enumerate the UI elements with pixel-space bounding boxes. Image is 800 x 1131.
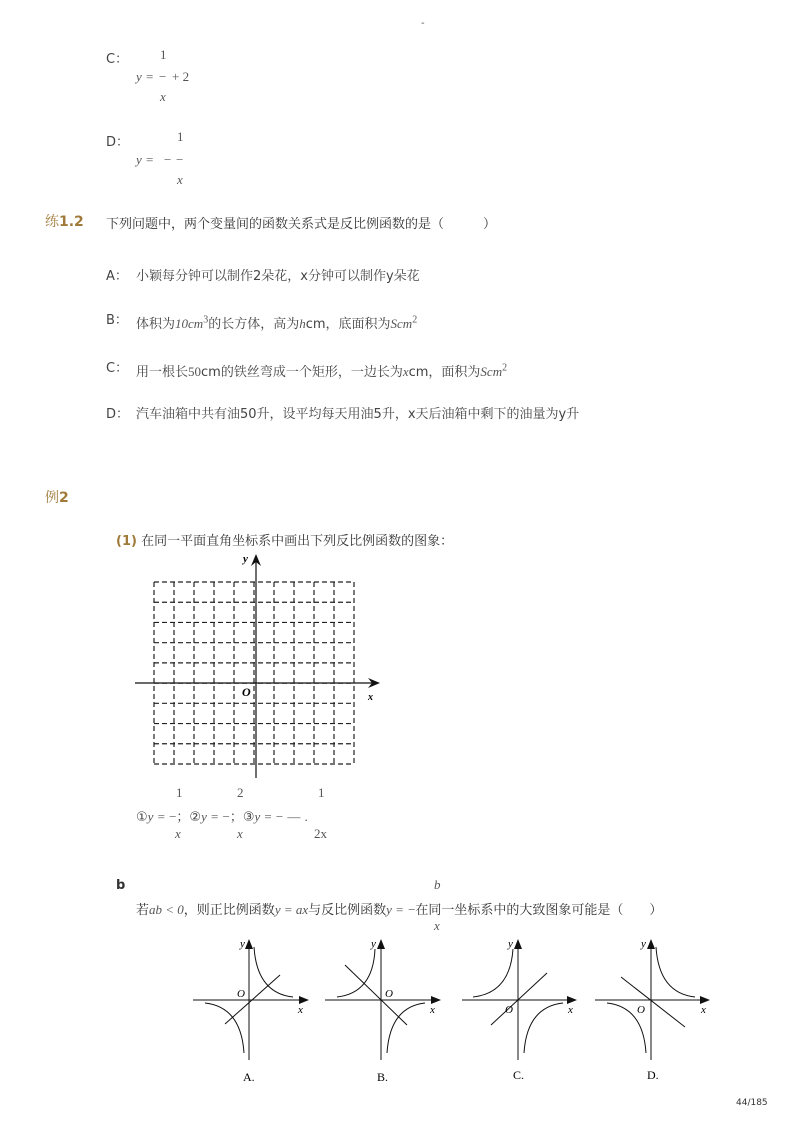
y-axis-label: y xyxy=(371,938,376,950)
graph-a[interactable] xyxy=(193,938,309,1084)
part2-question: 若ab < 0，则正比例函数y = ax与反比例函数y = −在同一坐标系中的大致图象可能是（ ） xyxy=(136,902,663,918)
y-axis-label: y xyxy=(243,553,248,565)
x-axis-label: x xyxy=(430,1004,435,1016)
minus-sign: − xyxy=(164,152,172,167)
y-axis-label: y xyxy=(508,938,513,950)
equals-sign: = xyxy=(146,69,154,84)
option-label: A： xyxy=(106,269,128,284)
constant-term: + 2 xyxy=(172,69,190,84)
option-label: C： xyxy=(106,361,129,376)
x-axis-label: x xyxy=(701,1004,706,1016)
part2-numerator: b xyxy=(434,877,441,892)
part2-denominator: x xyxy=(434,918,440,933)
y-axis-label: y xyxy=(641,938,646,950)
origin-label: O xyxy=(237,988,245,1000)
option-text: 小颖每分钟可以制作2朵花，x分钟可以制作y朵花 xyxy=(136,269,420,284)
y-axis-label: y xyxy=(240,938,245,950)
fraction-numerator: 1 xyxy=(177,129,184,144)
equation-lhs: y xyxy=(136,69,142,84)
f3-denominator: 2x xyxy=(314,826,327,841)
x-axis-label: x xyxy=(298,1004,303,1016)
origin-label: O xyxy=(637,1004,645,1016)
part1-question: (1) 在同一平面直角坐标系中画出下列反比例函数的图象： xyxy=(116,534,454,549)
graph-d[interactable] xyxy=(595,938,710,1082)
x-axis-label: x xyxy=(568,1004,573,1016)
function-line: ①y = −；②y = −；③y = − — . xyxy=(136,809,308,825)
fraction-numerator: 1 xyxy=(160,47,167,62)
f3-numerator: 1 xyxy=(318,785,325,800)
option-text: 用一根长50cm的铁丝弯成一个矩形，一边长为xcm，面积为Scm$^2$ xyxy=(136,362,508,380)
option-label: D： xyxy=(106,407,130,422)
graph-c[interactable] xyxy=(462,938,577,1082)
fraction-bar: − xyxy=(159,69,167,84)
option-graphs xyxy=(185,935,730,1085)
equation-lhs: y xyxy=(136,152,142,167)
equals-sign: = xyxy=(146,152,154,167)
coordinate-grid xyxy=(130,550,390,785)
graph-label: B. xyxy=(377,1070,389,1084)
fraction-denominator: x xyxy=(177,172,183,187)
origin-label: O xyxy=(385,988,393,1000)
top-mark: - xyxy=(421,18,425,29)
page-number: 44/185 xyxy=(736,1098,768,1108)
option-label: D： xyxy=(106,135,130,150)
fraction-bar: − xyxy=(176,152,184,167)
x-axis-label: x xyxy=(368,692,373,703)
origin-label: O xyxy=(505,1004,513,1016)
f1-numerator: 1 xyxy=(176,785,183,800)
option-text: 体积为$10cm^3$的长方体，高为hcm，底面积为Scm$^2$ xyxy=(136,314,418,332)
graph-label: A. xyxy=(243,1070,255,1084)
option-label: C： xyxy=(106,52,129,67)
exercise-question: 下列问题中，两个变量间的函数关系式是反比例函数的是（ ） xyxy=(106,217,497,232)
example-tag: 例2 xyxy=(45,490,69,506)
origin-label: O xyxy=(242,685,251,699)
option-label: B： xyxy=(106,313,128,328)
graph-b[interactable] xyxy=(325,938,441,1084)
part2-number: b xyxy=(116,878,126,893)
fraction-denominator: x xyxy=(160,89,166,104)
graph-label: C. xyxy=(513,1068,525,1082)
option-text: 汽车油箱中共有油50升，设平均每天用油5升，x天后油箱中剩下的油量为y升 xyxy=(136,407,580,422)
f2-denominator: x xyxy=(237,826,243,841)
exercise-tag: 练1.2 xyxy=(45,214,84,230)
f1-denominator: x xyxy=(175,826,181,841)
f2-numerator: 2 xyxy=(237,785,244,800)
graph-label: D. xyxy=(647,1068,659,1082)
